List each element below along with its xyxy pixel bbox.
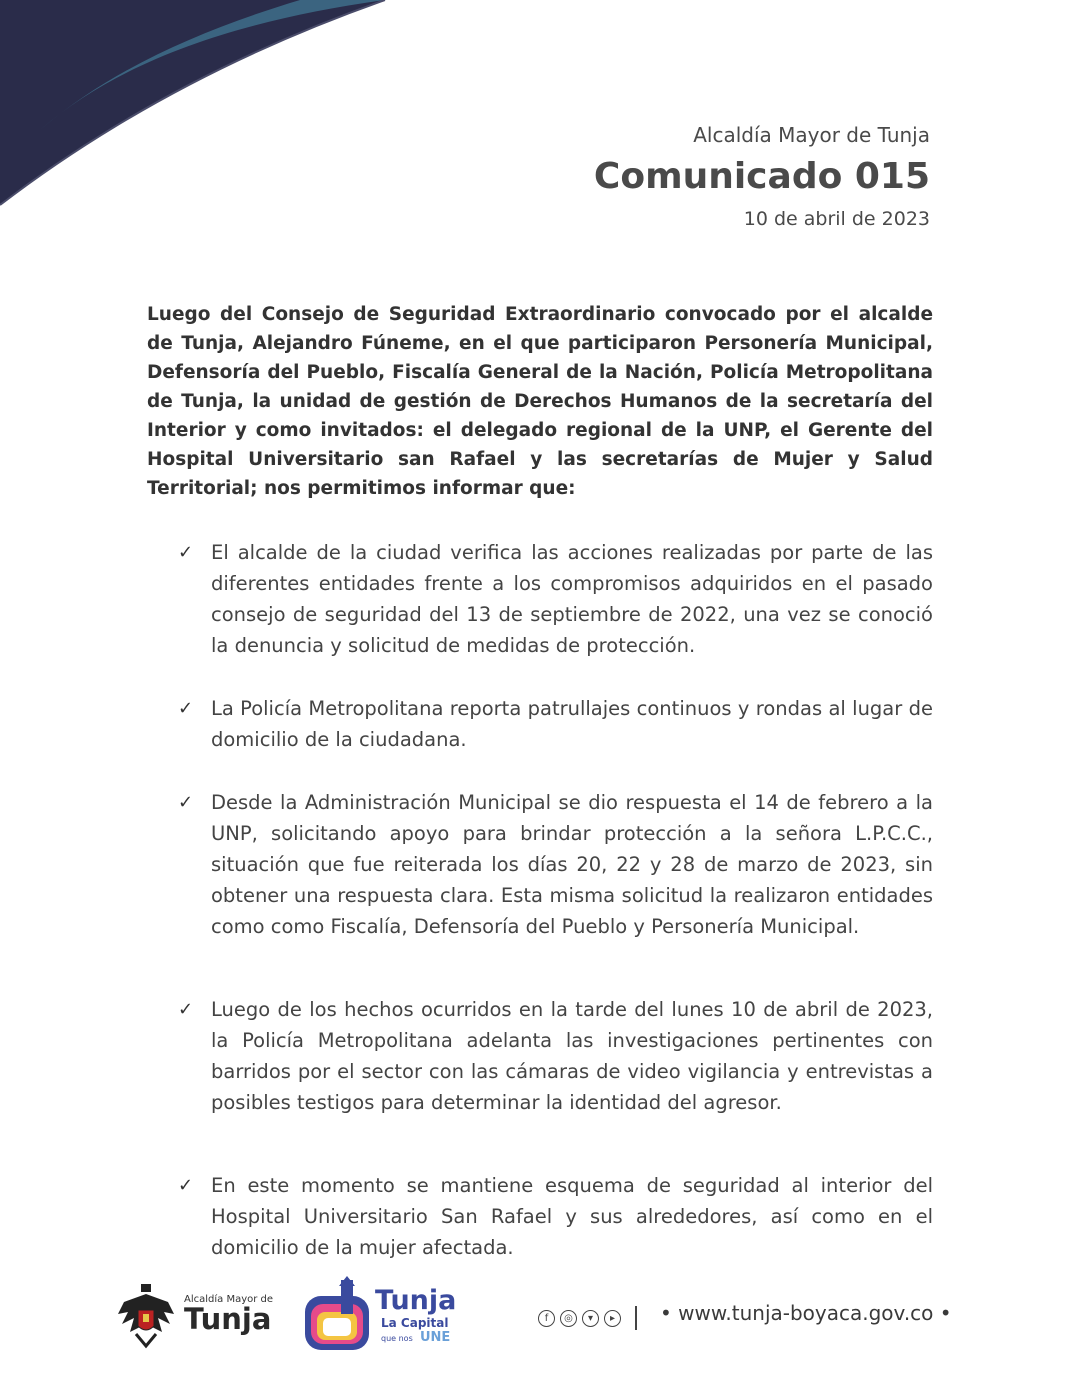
bullet-text: El alcalde de la ciudad verifica las acciones realizadas por parte de las diferentes entidades frente a los compromisos adquiridos en el pasado consejo de seguridad del 13 de septiembre de 2022, una vez se conoció la denuncia y solicitud de medidas de protección.	[211, 541, 933, 657]
bullet-list	[178, 537, 933, 1263]
document-date: 10 de abril de 2023	[743, 208, 930, 230]
bullet-item	[178, 1170, 933, 1263]
footer	[0, 1270, 1080, 1370]
check-icon: ✓	[178, 999, 194, 1020]
logo-campaign-line2: que nos	[381, 1334, 413, 1343]
logo-campaign-name: Tunja	[375, 1285, 457, 1316]
intro-paragraph: Luego del Consejo de Seguridad Extraordinario convocado por el alcalde de Tunja, Alejandro Fúneme, en el que participaron Personería Municipal, Defensoría del Pueblo, Fiscalía General de la Nación, Policía Metropolitana de Tunja, la unidad de gestión de Derechos Humanos de la secretaría del Interior y como invitados: el delegado regional de la UNP, el Gerente del Hospital Universitario san Rafael y las secretarías de Mujer y Salud Territorial; nos permitimos informar que:	[147, 304, 933, 499]
logo-campaign-line3: UNE	[420, 1330, 451, 1345]
bullet-text: Luego de los hechos ocurridos en la tarde del lunes 10 de abril de 2023, la Policía Metropolitana adelanta las investigaciones pertinentes con barridos por el sector con las cámaras de video vigilancia y entrevistas a posibles testigos para determinar la identidad del agresor.	[211, 998, 933, 1114]
bullet-item	[178, 693, 933, 755]
check-icon: ✓	[178, 792, 194, 813]
check-icon: ✓	[178, 542, 194, 563]
logo-alcaldia-subtitle: Alcaldía Mayor de	[184, 1294, 274, 1305]
bullet-text: Desde la Administración Municipal se dio respuesta el 14 de febrero a la UNP, solicitando apoyo para brindar protección a la señora L.P.C.C., situación que fue reiterada los días 20, 22 y 28 de marzo de 2023, sin obtener una respuesta clara. Esta misma solicitud la realizaron entidades como como Fiscalía, Defensoría del Pueblo y Personería Municipal.	[211, 791, 933, 938]
document-title: Comunicado 015	[593, 156, 930, 197]
social-links	[538, 1306, 637, 1330]
instagram-icon[interactable]: ◎	[560, 1310, 577, 1327]
logo-campaign-line1: La Capital	[381, 1316, 449, 1330]
document-header	[594, 120, 930, 234]
facebook-icon[interactable]: f	[538, 1310, 555, 1327]
bullet-item	[178, 787, 933, 942]
website-link[interactable]: • www.tunja-boyaca.gov.co •	[660, 1301, 952, 1325]
footer-divider	[635, 1306, 637, 1330]
bullet-text: La Policía Metropolitana reporta patrullajes continuos y rondas al lugar de domicilio de la ciudadana.	[211, 697, 933, 751]
bullet-item	[178, 537, 933, 661]
campaign-logo-icon	[301, 1276, 375, 1354]
header-decoration	[0, 0, 400, 215]
check-icon: ✓	[178, 1175, 194, 1196]
youtube-icon[interactable]: ▸	[604, 1310, 621, 1327]
organization-name: Alcaldía Mayor de Tunja	[693, 123, 930, 147]
bullet-item	[178, 994, 933, 1118]
bullet-text: En este momento se mantiene esquema de seguridad al interior del Hospital Universitario San Rafael y sus alrededores, así como en el domicilio de la mujer afectada.	[211, 1174, 933, 1259]
twitter-icon[interactable]: ▾	[582, 1310, 599, 1327]
logo-alcaldia-name: Tunja	[184, 1302, 272, 1336]
coat-of-arms-icon	[116, 1284, 176, 1350]
check-icon: ✓	[178, 698, 194, 719]
